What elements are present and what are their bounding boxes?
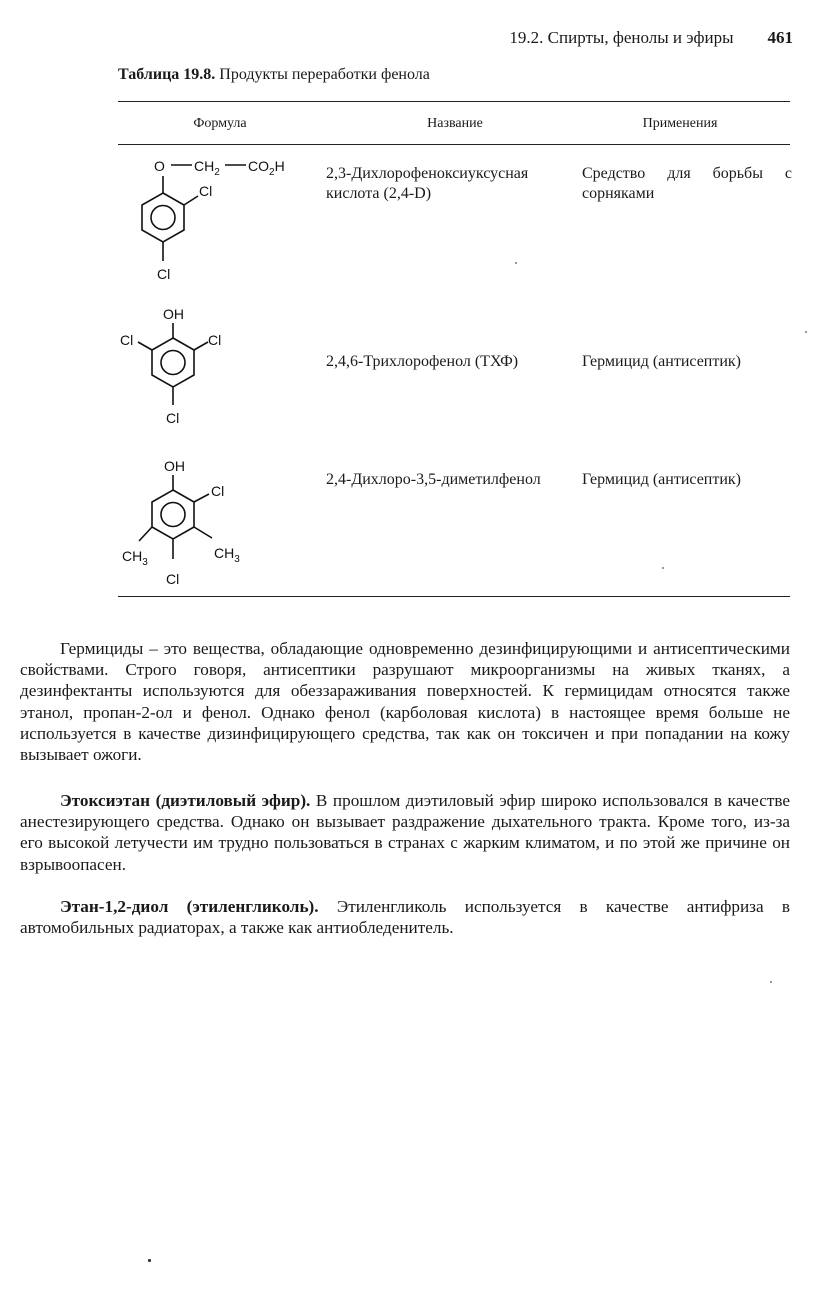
scan-speck xyxy=(770,981,772,983)
paragraph-germicides: Гермициды – это вещества, обладающие одновременно дезинфицирующими и антисептическими свойствами. Строго говоря, антисептики разрушают микроорганизмы на живых тканях, а дезинфектанты используются для обеззараживания поверхностей. К гермицидам относятся также этанол, пропан-2-ол и фенол. Однако фенол (карболовая кислота) в настоящее время больше не используется в качестве дизинфицирующего средства, так как он токсичен и при попадании на кожу вызывает ожоги. xyxy=(20,639,790,765)
term-ethoxyethane: Этоксиэтан (диэтиловый эфир). xyxy=(60,791,311,810)
benzene-ring xyxy=(142,193,184,242)
benzene-ring xyxy=(152,338,194,387)
atom-cl: Cl xyxy=(199,183,213,199)
bond xyxy=(184,196,198,205)
atom-cl: Cl xyxy=(157,266,171,282)
row-name: 2,4-Дихлоро-3,5-диметилфенол xyxy=(326,471,541,488)
atom-cl: Cl xyxy=(166,571,180,587)
header-formula: Формула xyxy=(193,116,247,131)
paragraph-ethoxyethane xyxy=(20,790,790,875)
table-caption xyxy=(118,66,430,84)
group-ch2: $CH_2$ xyxy=(194,158,220,178)
scan-speck xyxy=(148,1259,151,1262)
row-name: 2,4,6-Трихлорофенол (ТХФ) xyxy=(326,353,519,370)
bond xyxy=(194,527,212,538)
scan-speck xyxy=(805,331,807,333)
table-bottom-rule xyxy=(118,596,790,597)
group-ch3: $CH_3$ xyxy=(122,548,148,568)
header-name: Название xyxy=(427,116,483,131)
row-use: Гермицид (антисептик) xyxy=(582,471,742,488)
page-number: 461 xyxy=(767,28,793,47)
term-ethanediol: Этан-1,2-диол (этиленгликоль). xyxy=(60,897,319,916)
table-caption-label: Таблица 19.8. xyxy=(118,66,216,83)
structure-dichloro-dimethylphenol xyxy=(115,455,275,590)
atom-cl: Cl xyxy=(211,483,225,499)
bond xyxy=(194,342,208,350)
atom-cl: Cl xyxy=(166,410,180,426)
bond xyxy=(138,342,152,350)
aromatic-circle xyxy=(151,206,175,230)
group-oh: OH xyxy=(164,458,185,474)
atom-cl: Cl xyxy=(120,332,134,348)
running-head xyxy=(509,28,793,48)
bond xyxy=(139,527,152,541)
structure-2-4-d xyxy=(130,148,310,288)
aromatic-circle xyxy=(161,503,185,527)
atom-o: O xyxy=(154,158,165,174)
group-ch3: $CH_3$ xyxy=(214,545,240,565)
aromatic-circle xyxy=(161,351,185,375)
table-header-rule xyxy=(118,144,790,145)
row-name: 2,3-Дихлорофеноксиуксусная кислота (2,4-D) xyxy=(326,165,529,202)
structure-tcp xyxy=(110,302,250,437)
benzene-ring xyxy=(152,490,194,539)
group-oh: OH xyxy=(163,306,184,322)
table-caption-text: Продукты переработки фенола xyxy=(219,66,430,83)
paragraph-ethanediol xyxy=(20,896,790,938)
scan-speck xyxy=(515,262,517,264)
group-co2h: $CO_2H$ xyxy=(248,158,285,178)
row-use: Гермицид (антисептик) xyxy=(582,353,742,370)
bond xyxy=(194,494,209,502)
header-use: Применения xyxy=(642,116,718,131)
ethanediol-text: Этиленгликоль используется в качестве антифриза в автомобильных радиаторах, а также как антиобледенитель. xyxy=(20,897,790,938)
scan-speck xyxy=(662,567,664,569)
ethoxyethane-text: В прошлом диэтиловый эфир широко использовался в качестве анестезирующего средства. Однако он вызывает раздражение дыхательного тракта. Кроме того, из-за его высокой летучести им трудно пользоваться в странах с жарким климатом, и по этой же причине он взрывоопасен. xyxy=(20,791,790,874)
table-top-rule xyxy=(118,101,790,102)
running-head-title: 19.2. Спирты, фенолы и эфиры xyxy=(509,28,734,47)
row-use: Средство для борьбы с сорняками xyxy=(582,165,792,202)
atom-cl: Cl xyxy=(208,332,222,348)
